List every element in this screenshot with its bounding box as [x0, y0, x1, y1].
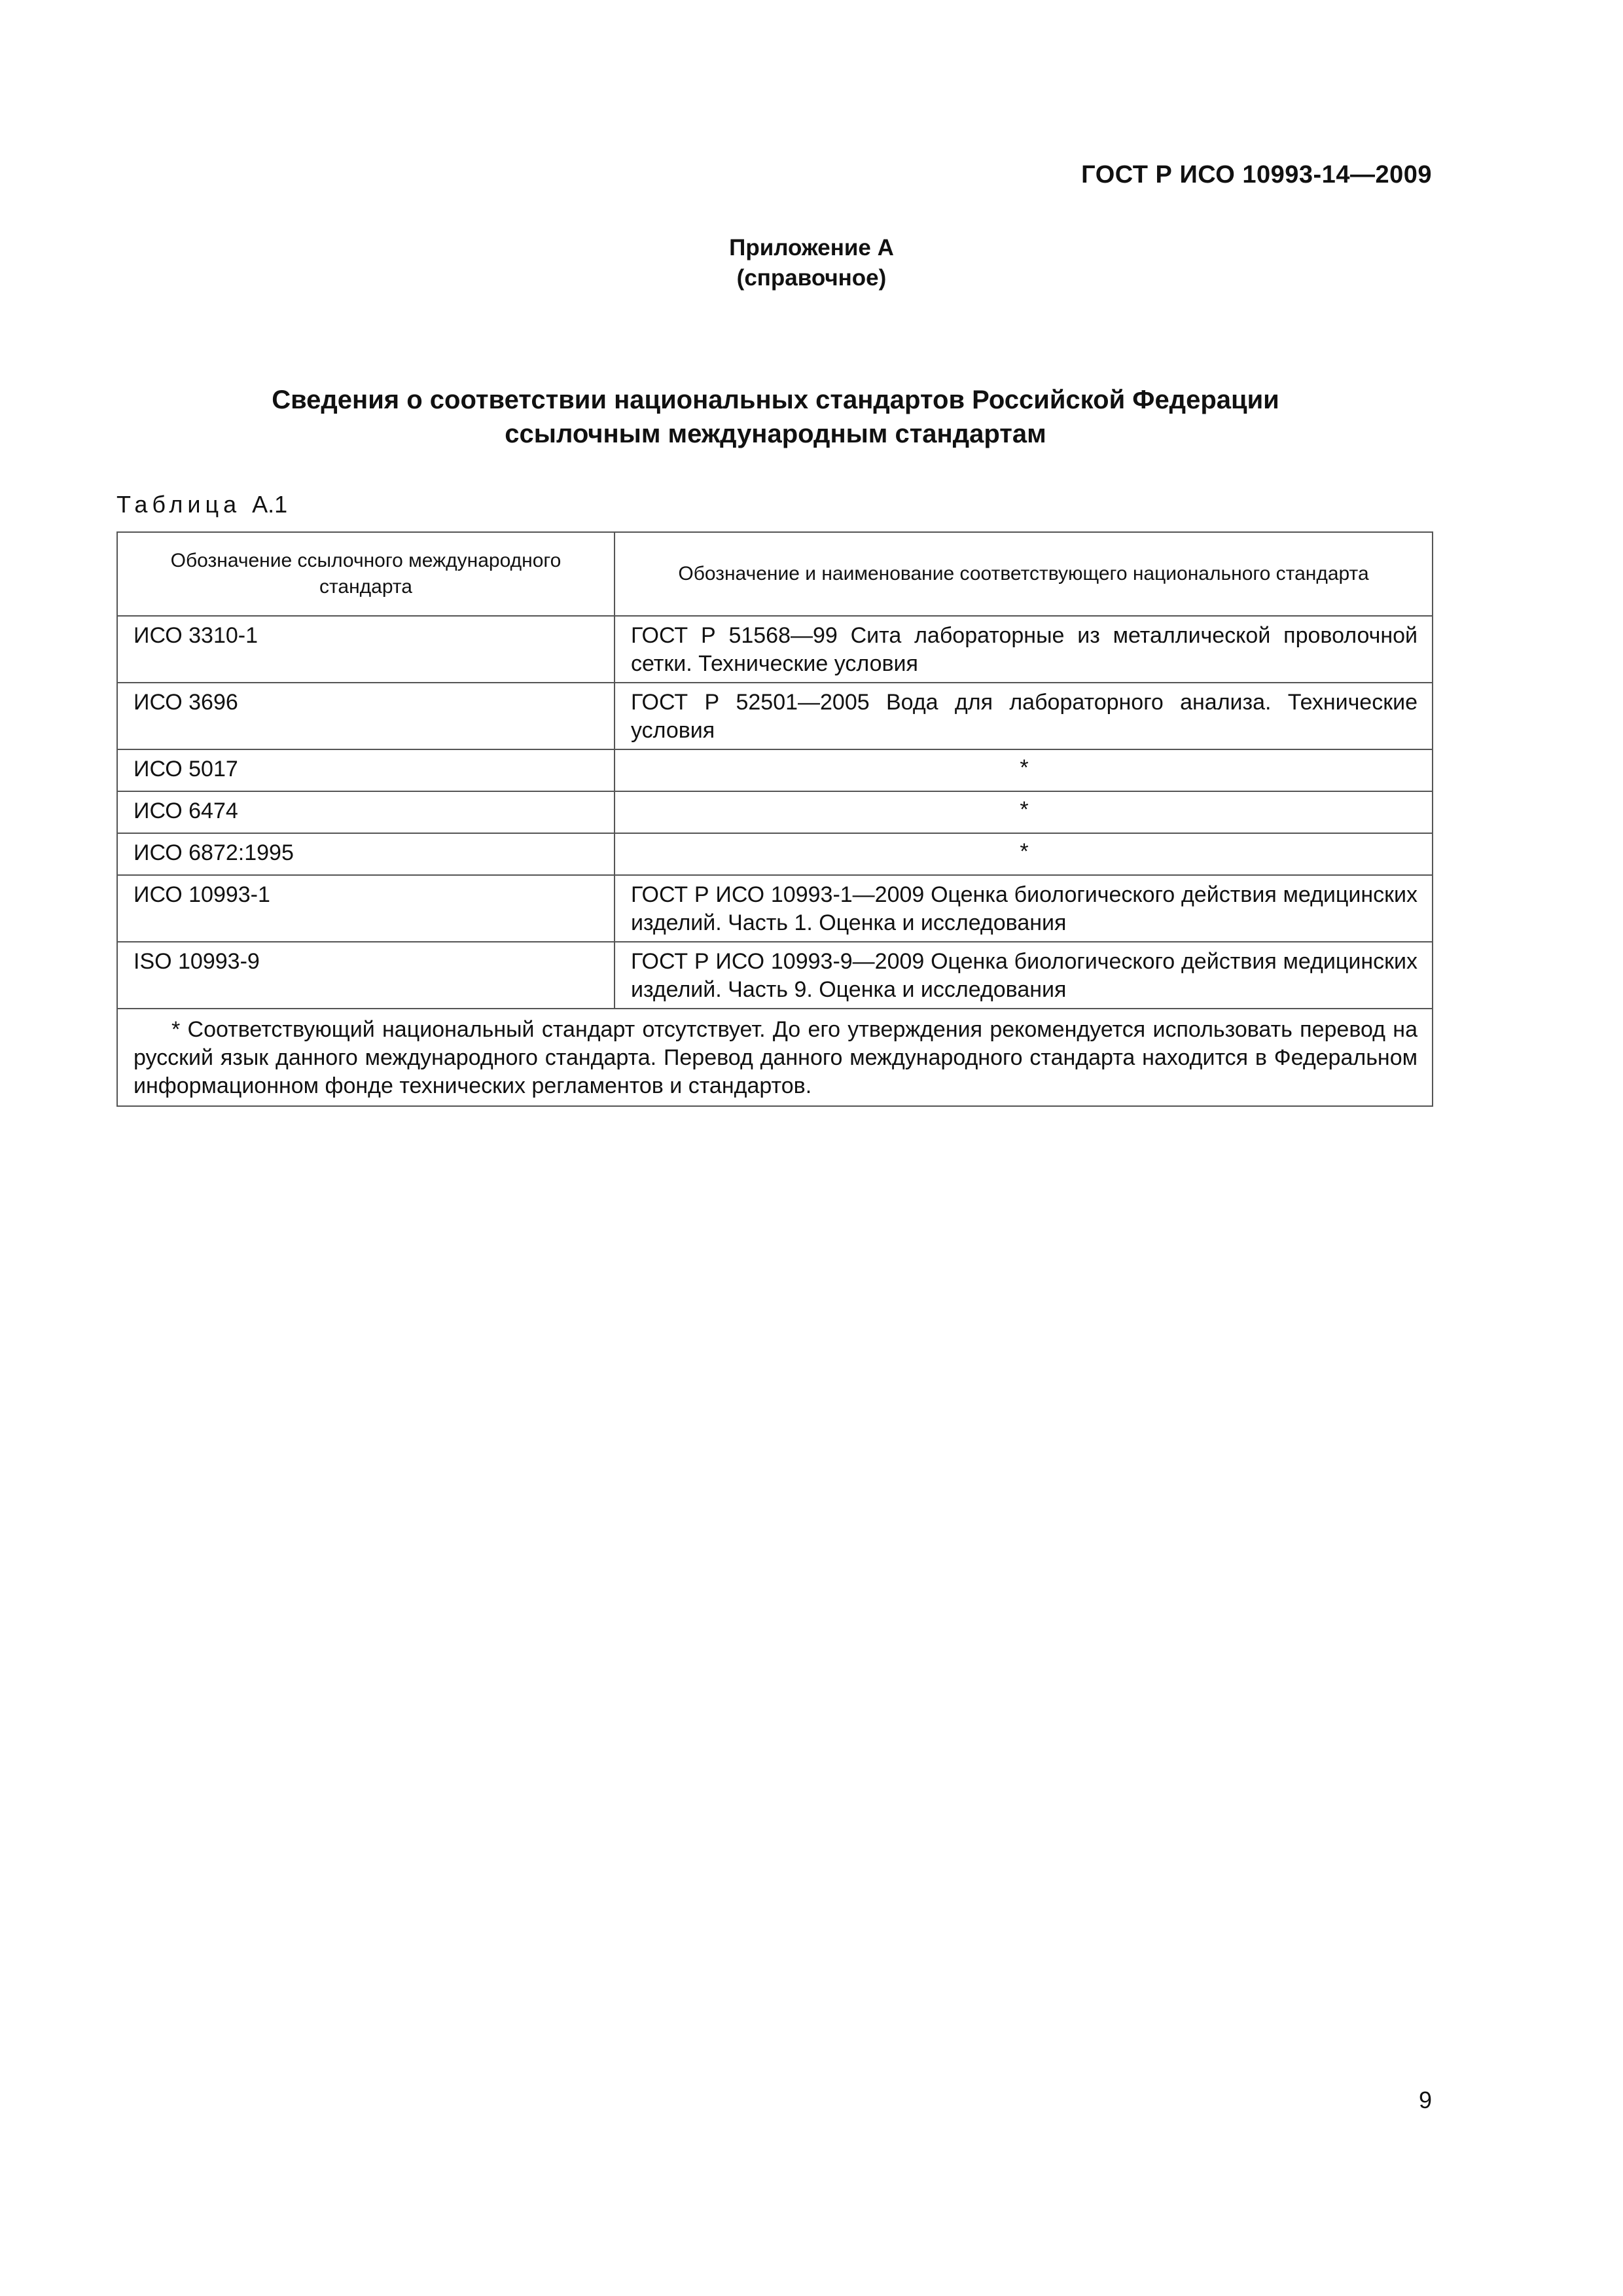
page-number: 9	[1418, 2087, 1432, 2113]
header-international-standard: Обозначение ссылочного международного стандарта	[117, 532, 615, 616]
cell-national: ГОСТ Р ИСО 10993-1—2009 Оценка биологического действия медицинских изделий. Часть 1. Оценка и исследования	[615, 875, 1433, 942]
cell-international: ИСО 3696	[117, 683, 615, 749]
cell-international: ИСО 10993-1	[117, 875, 615, 942]
table-label	[116, 491, 287, 518]
table-row	[117, 942, 1433, 1009]
cell-national: ГОСТ Р 52501—2005 Вода для лабораторного анализа. Технические условия	[615, 683, 1433, 749]
table-header-row	[117, 532, 1433, 616]
table-row	[117, 683, 1433, 749]
table-row	[117, 749, 1433, 791]
appendix-title: Приложение А	[729, 235, 894, 260]
table-row	[117, 616, 1433, 683]
cell-national: ГОСТ Р 51568—99 Сита лабораторные из металлической проволочной сетки. Технические условия	[615, 616, 1433, 683]
cell-international: ИСО 3310-1	[117, 616, 615, 683]
table-footnote	[117, 1009, 1433, 1106]
cell-national: *	[615, 791, 1433, 833]
cell-national: *	[615, 833, 1433, 875]
table-row	[117, 833, 1433, 875]
table-label-word: Таблица	[116, 491, 241, 518]
table-row	[117, 791, 1433, 833]
appendix-heading	[0, 233, 1623, 293]
cell-international: ИСО 6872:1995	[117, 833, 615, 875]
section-title-line-1: Сведения о соответствии национальных стандартов Российской Федерации	[272, 386, 1279, 414]
table-label-number: А.1	[252, 491, 288, 518]
table-row	[117, 875, 1433, 942]
correspondence-table	[116, 531, 1433, 1107]
cell-national: ГОСТ Р ИСО 10993-9—2009 Оценка биологического действия медицинских изделий. Часть 9. Оценка и исследования	[615, 942, 1433, 1009]
table-footnote-text: * Соответствующий национальный стандарт отсутствует. До его утверждения рекомендуется использовать перевод на русский язык данного международного стандарта. Перевод данного международного стандарта находится в Федеральном информационном фонде технических регламентов и стандартов.	[134, 1017, 1418, 1098]
cell-international: ИСО 6474	[117, 791, 615, 833]
cell-international: ИСО 5017	[117, 749, 615, 791]
document-code: ГОСТ Р ИСО 10993-14—2009	[1081, 161, 1432, 188]
table-footnote-row	[117, 1009, 1433, 1106]
section-title-line-2: ссылочным международным стандартам	[505, 420, 1046, 448]
section-title	[0, 383, 1551, 451]
cell-national: *	[615, 749, 1433, 791]
appendix-subtitle: (справочное)	[736, 265, 887, 291]
cell-international: ISO 10993-9	[117, 942, 615, 1009]
header-national-standard: Обозначение и наименование соответствующего национального стандарта	[615, 532, 1433, 616]
